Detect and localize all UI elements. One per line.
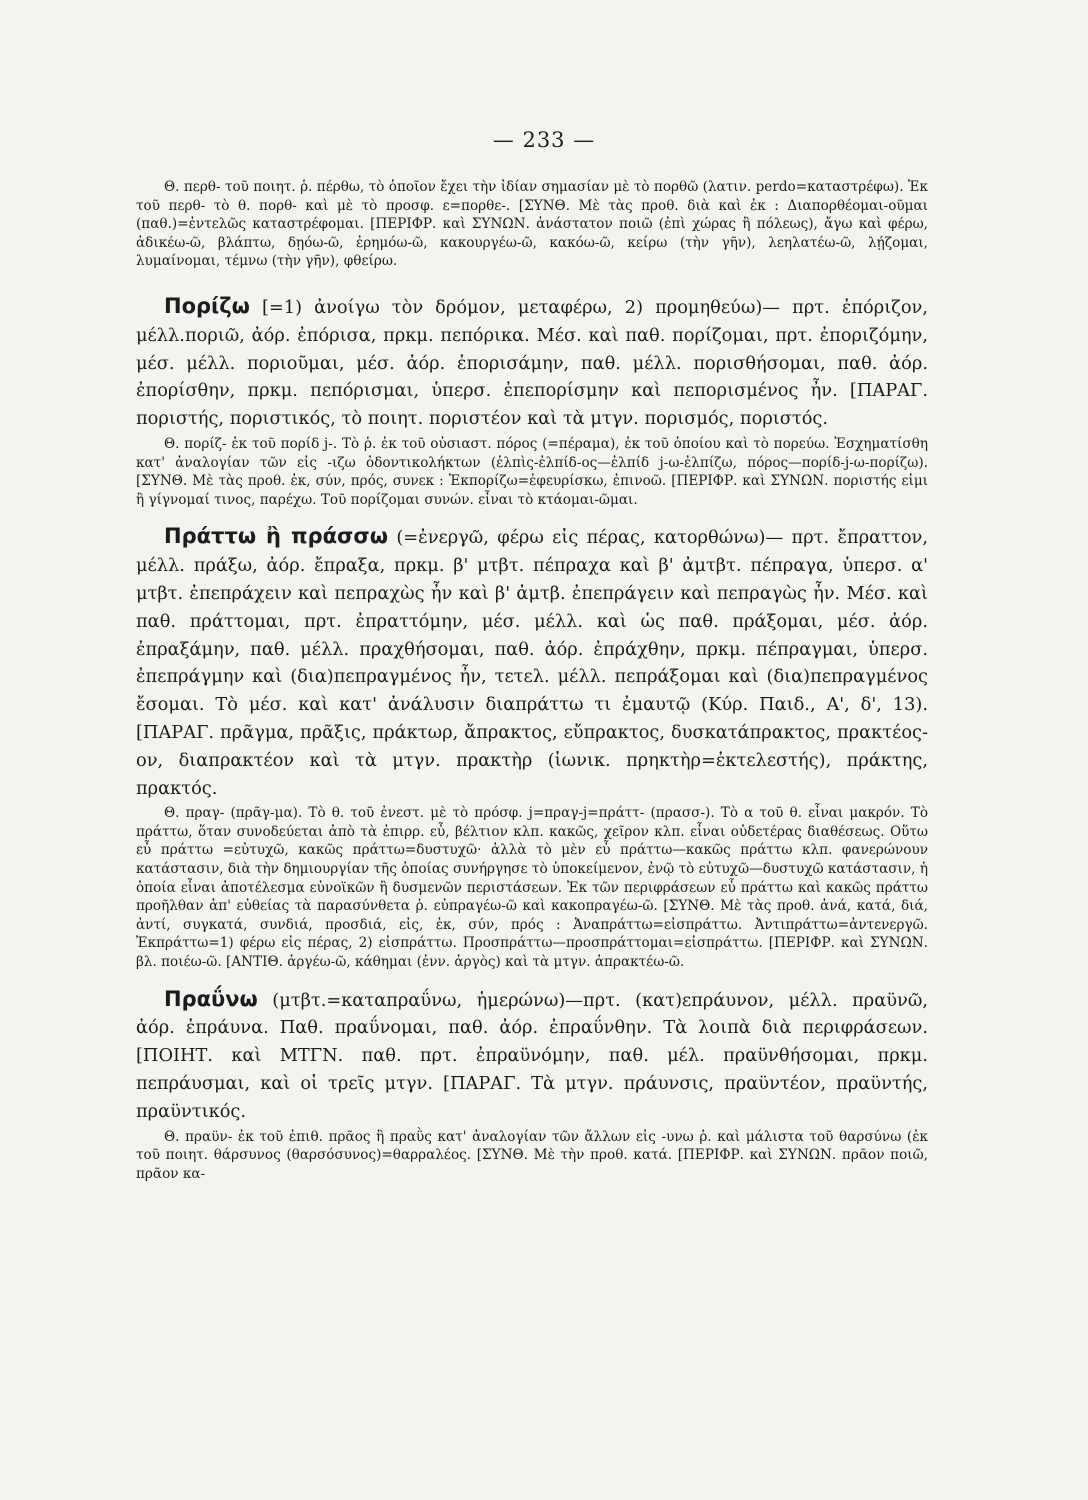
entry-prayno [136,986,928,1126]
headword: Πραΰνω [164,986,258,1011]
entry-body: [=1) ἀνοίγω τὸν δρόμον, μεταφέρω, 2) προμηθεύω)— πρτ. ἐπόριζον, μέλλ.ποριῶ, ἀόρ. ἐπόρισα, πρκμ. πεπόρικα. Μέσ. καὶ παθ. πορίζομαι, πρτ. ἐποριζόμην, μέσ. μέλλ. ποριοῦμαι, μέσ. ἀόρ. ἐπορισάμην, παθ. μέλλ. πορισθήσομαι, παθ. ἀόρ. ἐπορίσθην, πρκμ. πεπόρισμαι, ὑπερσ. ἐπεπορίσμην καὶ πεπορισμένος ἦν. [ΠΑΡΑΓ. ποριστής, ποριστικός, τὸ ποιητ. ποριστέον καὶ τὰ μτγν. πορισμός, ποριστός. [136,296,928,430]
etymology-note: Θ. πραγ- (πρᾶγ-μα). Τὸ θ. τοῦ ἐνεστ. μὲ τὸ πρόσφ. j=πραγ-j=πράττ- (πρασσ-). Τὸ α τοῦ θ. εἶναι μακρόν. Τὸ πράττω, ὅταν συνοδεύεται ἀπὸ τὰ ἐπιρρ. εὖ, βέλτιον κλπ. κακῶς, χεῖρον κλπ. εἶναι οὐδετέρας διαθέσεως. Οὕτω εὖ πράττω =εὐτυχῶ, κακῶς πράττω=δυστυχῶ· ἀλλὰ τὸ μὲν εὖ πράττω—κακῶς πράττω κλπ. φανερώνουν κατάστασιν, διὰ τὴν δημιουργίαν τῆς ὁποίας συνήργησε τὸ ὑποκείμενον, ἐνῷ τὸ εὐτυχῶ—δυστυχῶ κατάστασιν, ἡ ὁποία εἶναι ἀποτέλεσμα εὐνοϊκῶν ἢ δυσμενῶν περιστάσεων. Ἐκ τῶν περιφράσεων εὖ πράττω καὶ κακῶς πράττω προῆλθαν ἀπ' εὐθείας τὰ παρασύνθετα ῥ. εὐπραγέω-ῶ καὶ κακοπραγέω-ῶ. [ΣΥΝΘ. Μὲ τὰς προθ. ἀνά, κατά, διά, ἀντί, συγκατά, συνδιά, προσδιά, εἰς, ἐκ, σύν, πρός : Ἀναπράττω=εἰσπράττω. Ἀντιπράττω=ἀντενεργῶ. Ἐκπράττω=1) φέρω εἰς πέρας, 2) εἰσπράττω. Προσπράττω—προσπράττομαι=εἰσπράττω. [ΠΕΡΙΦΡ. καὶ ΣΥΝΩΝ. βλ. ποιέω-ῶ. [ΑΝΤΙΘ. ἀργέω-ῶ, κάθημαι (ἐνν. ἀργὸς) καὶ τὰ μτγν. ἀπρακτέω-ῶ. [136,805,928,971]
entry-body: (=ἐνεργῶ, φέρω εἰς πέρας, κατορθώνω)— πρτ. ἔπραττον, μέλλ. πράξω, ἀόρ. ἔπραξα, πρκμ. β' μτβτ. πέπραχα καὶ β' ἀμτβτ. πέπραγα, ὑπερσ. α' μτβτ. ἐπεπράχειν καὶ πεπραχὼς ἦν καὶ β' ἀμτβ. ἐπεπράγειν καὶ πεπραγὼς ἦν. Μέσ. καὶ παθ. πράττομαι, πρτ. ἐπραττόμην, μέσ. μέλλ. καὶ ὡς παθ. πράξομαι, μέσ. ἀόρ. ἐπραξάμην, παθ. μέλλ. πραχθήσομαι, παθ. ἀόρ. ἐπράχθην, πρκμ. πέπραγμαι, ὑπερσ. ἐπεπράγμην καὶ (δια)πεπραγμένος ἦν, τετελ. μέλλ. πεπράξομαι καὶ (δια)πεπραγμένος ἔσομαι. Τὸ μέσ. καὶ κατ' ἀνάλυσιν διαπράττω τι ἐμαυτῷ (Κύρ. Παιδ., Α', δ', 13). [ΠΑΡΑΓ. πρᾶγμα, πρᾶξις, πράκτωρ, ἄπρακτος, εὔπρακτος, δυσκατάπρακτος, πρακτέος-ον, διαπρακτέον καὶ τὰ μτγν. πρακτὴρ (ἰωνικ. πρηκτὴρ=ἐκτελεστής), πράκτης, πρακτός. [136,527,928,799]
entry-body: (μτβτ.=καταπραΰνω, ἡμερώνω)—πρτ. (κατ)επράυνον, μέλλ. πραϋνῶ, ἀόρ. ἐπράυνα. Παθ. πραΰνομαι, παθ. ἀόρ. ἐπραΰνθην. Τὰ λοιπὰ διὰ περιφράσεων. [ΠΟΙΗΤ. καὶ ΜΤΓΝ. παθ. πρτ. ἐπραϋνόμην, παθ. μέλ. πραϋνθήσομαι, πρκμ. πεπράυσμαι, καὶ οἱ τρεῖς μτγν. [ΠΑΡΑΓ. Τὰ μτγν. πράυνσις, πραϋντέον, πραϋντής, πραϋντικός. [136,989,929,1122]
text-column [136,178,928,1183]
etymology-note: Θ. πραϋν- ἐκ τοῦ ἐπιθ. πρᾶος ἢ πραῢς κατ' ἀναλογίαν τῶν ἄλλων εἰς -υνω ῥ. καὶ μάλιστα τοῦ θαρσύνω (ἐκ τοῦ ποιητ. θάρσυνος (θαρσόσυνος)=θαρραλέος. [ΣΥΝΘ. Μὲ τὴν προθ. κατά. [ΠΕΡΙΦΡ. καὶ ΣΥΝΩΝ. πρᾶον ποιῶ, πρᾶον κα- [136,1128,928,1182]
headword: Πράττω ἢ πράσσω [164,524,388,549]
etymology-note: Θ. πορίζ- ἐκ τοῦ πορίδ j-. Τὸ ῥ. ἐκ τοῦ οὐσιαστ. πόρος (=πέραμα), ἐκ τοῦ ὁποίου καὶ τὸ πορεύω. Ἐσχηματίσθη κατ' ἀναλογίαν τῶν εἰς -ιζω ὀδοντικολήκτων (ἐλπὶς-ἐλπίδ-ος—ἐλπίδ j-ω-ἐλπίζω, πόρος—πορίδ-j-ω-πορίζω). [ΣΥΝΘ. Μὲ τὰς προθ. ἐκ, σύν, πρός, συνεκ : Ἐκπορίζω=ἐφευρίσκω, ἐπινοῶ. [ΠΕΡΙΦΡ. καὶ ΣΥΝΩΝ. ποριστής εἰμι ἢ γίγνομαί τινος, παρέχω. Τοῦ πορίζομαι συνών. εἶναι τὸ κτάομαι-ῶμαι. [136,435,928,508]
entry-porizo [136,293,928,433]
page-number: — 233 — [492,128,596,152]
etymology-note-intro: Θ. περθ- τοῦ ποιητ. ῥ. πέρθω, τὸ ὁποῖον ἔχει τὴν ἰδίαν σημασίαν μὲ τὸ πορθῶ (λατιν. perdo=καταστρέφω). Ἐκ τοῦ περθ- τὸ θ. πορθ- καὶ μὲ τὸ προσφ. ε=πορθε-. [ΣΥΝΘ. Μὲ τὰς προθ. διὰ καὶ ἐκ : Διαπορθέομαι-οῦμαι (παθ.)=ἐντελῶς καταστρέφομαι. [ΠΕΡΙΦΡ. καὶ ΣΥΝΩΝ. ἀνάστατον ποιῶ (ἐπὶ χώρας ἢ πόλεως), ἄγω καὶ φέρω, ἀδικέω-ῶ, βλάπτω, δῃόω-ῶ, ἐρημόω-ῶ, κακουργέω-ῶ, κακόω-ῶ, κείρω (τὴν γῆν), λεηλατέω-ῶ, λῄζομαι, λυμαίνομαι, τέμνω (τὴν γῆν), φθείρω. [136,179,928,270]
entry-pratto [136,523,928,802]
headword: Πορίζω [164,293,250,318]
